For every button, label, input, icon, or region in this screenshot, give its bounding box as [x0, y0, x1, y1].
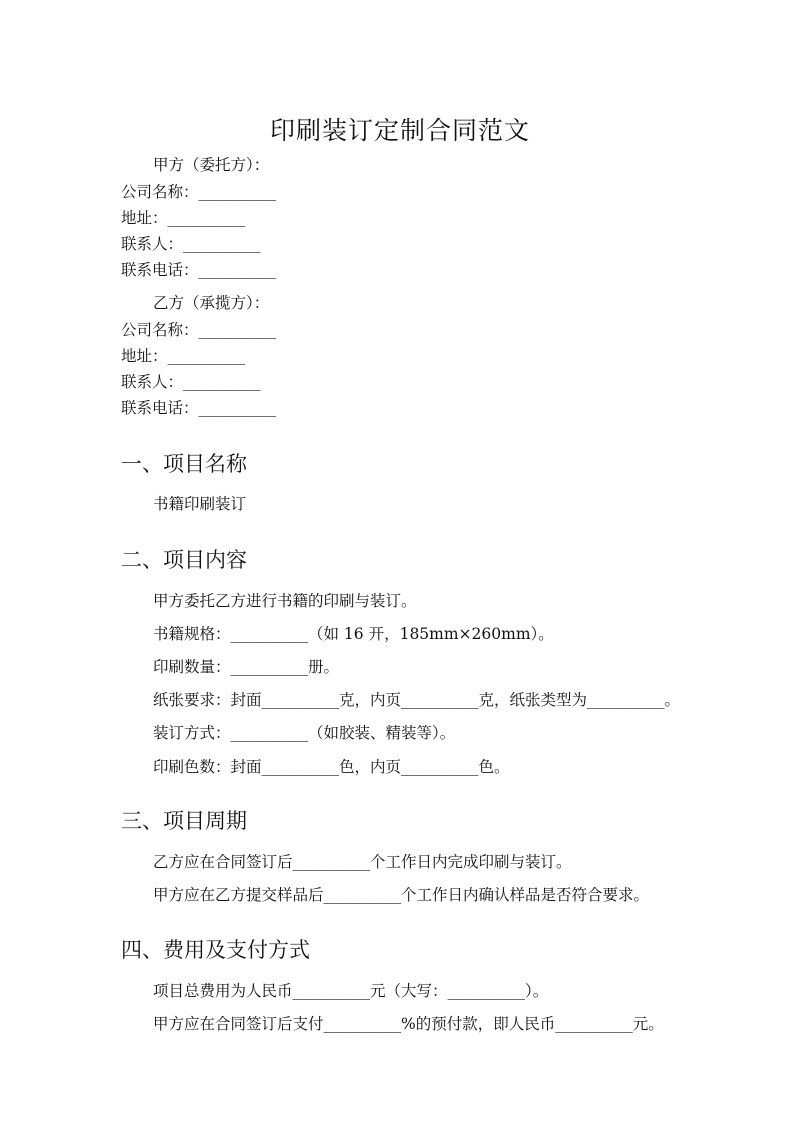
section-3-line: 乙方应在合同签订后__________个工作日内完成印刷与装订。: [153, 853, 572, 871]
section-4-heading: 四、费用及支付方式: [121, 938, 310, 962]
party-b-contact: 联系人：__________: [121, 373, 261, 391]
section-2-line: 甲方委托乙方进行书籍的印刷与装订。: [153, 592, 417, 610]
document-title: 印刷装订定制合同范文: [269, 116, 530, 145]
section-1-heading: 一、项目名称: [121, 452, 247, 476]
party-b-phone: 联系电话：__________: [121, 399, 277, 417]
party-a-company: 公司名称：__________: [121, 183, 277, 201]
section-4-line: 甲方应在合同签订后支付__________%的预付款，即人民币__________元。: [153, 1015, 664, 1033]
section-2-line: 书籍规格：__________（如 16 开，185mm×260mm）。: [153, 625, 554, 643]
party-b-address: 地址：__________: [121, 347, 246, 365]
section-4-line: 项目总费用为人民币__________元（大写：__________）。: [153, 982, 549, 1000]
section-3-line: 甲方应在乙方提交样品后__________个工作日内确认样品是否符合要求。: [153, 886, 650, 904]
section-2-line: 印刷数量：__________册。: [153, 658, 340, 676]
party-a-contact: 联系人：__________: [121, 235, 261, 253]
section-1-line: 书籍印刷装订: [153, 495, 247, 513]
section-3-heading: 三、项目周期: [121, 809, 247, 833]
party-a-address: 地址：__________: [121, 209, 246, 227]
party-b-heading: 乙方（承揽方）：: [153, 294, 270, 312]
section-2-line: 印刷色数：封面__________色，内页__________色。: [153, 758, 510, 776]
party-b-company: 公司名称：__________: [121, 321, 277, 339]
section-2-heading: 二、项目内容: [121, 548, 247, 572]
section-2-line: 装订方式：__________（如胶装、精装等）。: [153, 724, 456, 742]
section-2-line: 纸张要求：封面__________克，内页__________克，纸张类型为__________。: [153, 691, 681, 709]
party-a-phone: 联系电话：__________: [121, 261, 277, 279]
party-a-heading: 甲方（委托方）：: [153, 156, 270, 174]
